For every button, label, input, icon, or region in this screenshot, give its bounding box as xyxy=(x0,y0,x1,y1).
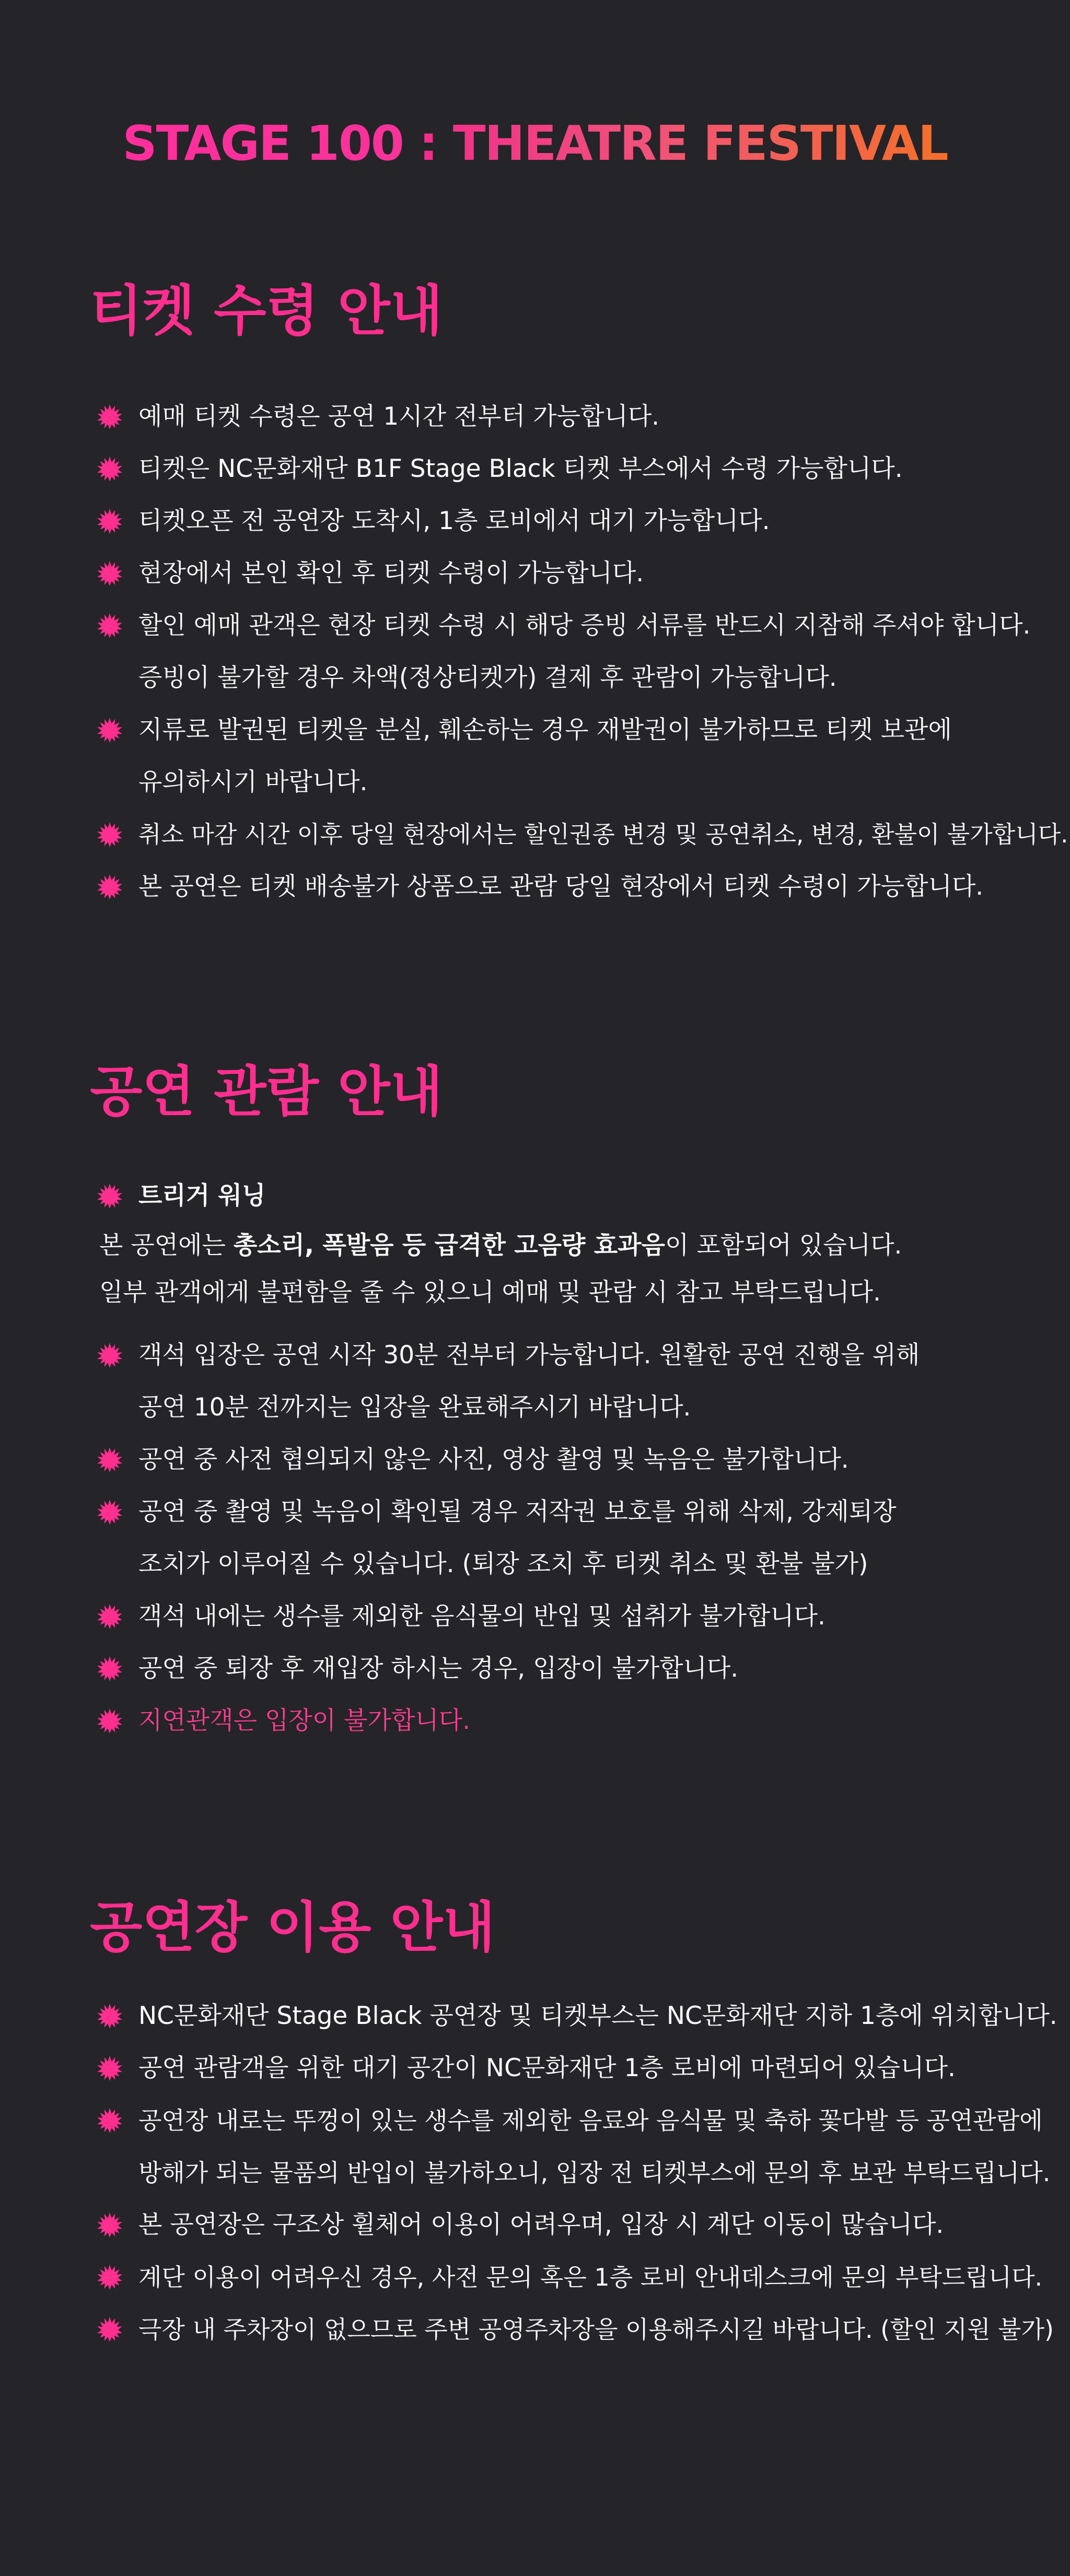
starburst-icon xyxy=(97,2316,123,2343)
venue-item-continued: 방해가 되는 물품의 반입이 불가하오니, 입장 전 티켓부스에 문의 후 보관 부탁드립니다. xyxy=(138,2159,1051,2187)
trigger-warning-text: 일부 관객에게 불편함을 줄 수 있으니 예매 및 관람 시 참고 부탁드립니다. xyxy=(99,1278,881,1307)
title-stage: STAGE 100 xyxy=(122,115,403,171)
ticket-section-title: 티켓 수령 안내 xyxy=(90,279,443,343)
starburst-icon xyxy=(97,1447,123,1473)
trigger-warning-emphasis: 총소리, 폭발음 등 급격한 고음량 효과음 xyxy=(233,1231,665,1260)
starburst-icon xyxy=(97,822,123,848)
starburst-icon xyxy=(97,1499,123,1525)
starburst-icon xyxy=(97,560,123,587)
starburst-icon xyxy=(97,2107,123,2134)
starburst-icon xyxy=(97,717,123,743)
viewing-item-continued: 조치가 이루어질 수 있습니다. (퇴장 조치 후 티켓 취소 및 환불 불가) xyxy=(138,1550,868,1578)
ticket-item-continued: 증빙이 불가할 경우 차액(정상티켓가) 결제 후 관람이 가능합니다. xyxy=(138,663,837,692)
ticket-item-continued: 유의하시기 바랍니다. xyxy=(138,768,368,797)
starburst-icon xyxy=(97,1342,123,1368)
starburst-icon xyxy=(97,2003,123,2029)
starburst-icon xyxy=(97,2055,123,2081)
venue-section-title: 공연장 이용 안내 xyxy=(90,1895,495,1959)
starburst-icon xyxy=(97,1603,123,1630)
viewing-item-continued: 공연 10분 전까지는 입장을 완료해주시기 바랍니다. xyxy=(138,1393,691,1422)
starburst-icon xyxy=(97,456,123,482)
starburst-icon xyxy=(97,1656,123,1682)
title-festival: : THEATRE FESTIVAL xyxy=(403,115,948,171)
starburst-icon xyxy=(97,2212,123,2238)
starburst-icon xyxy=(97,2264,123,2290)
trigger-warning-text: 본 공연에는 총소리, 폭발음 등 급격한 고음량 효과음이 포함되어 있습니다. xyxy=(99,1231,902,1260)
starburst-icon xyxy=(97,874,123,900)
starburst-icon xyxy=(97,1183,123,1209)
starburst-icon xyxy=(97,404,123,430)
starburst-icon xyxy=(97,1708,123,1734)
starburst-icon xyxy=(97,508,123,534)
page-title xyxy=(0,110,1070,178)
viewing-section-title: 공연 관람 안내 xyxy=(90,1060,443,1123)
starburst-icon xyxy=(97,613,123,639)
